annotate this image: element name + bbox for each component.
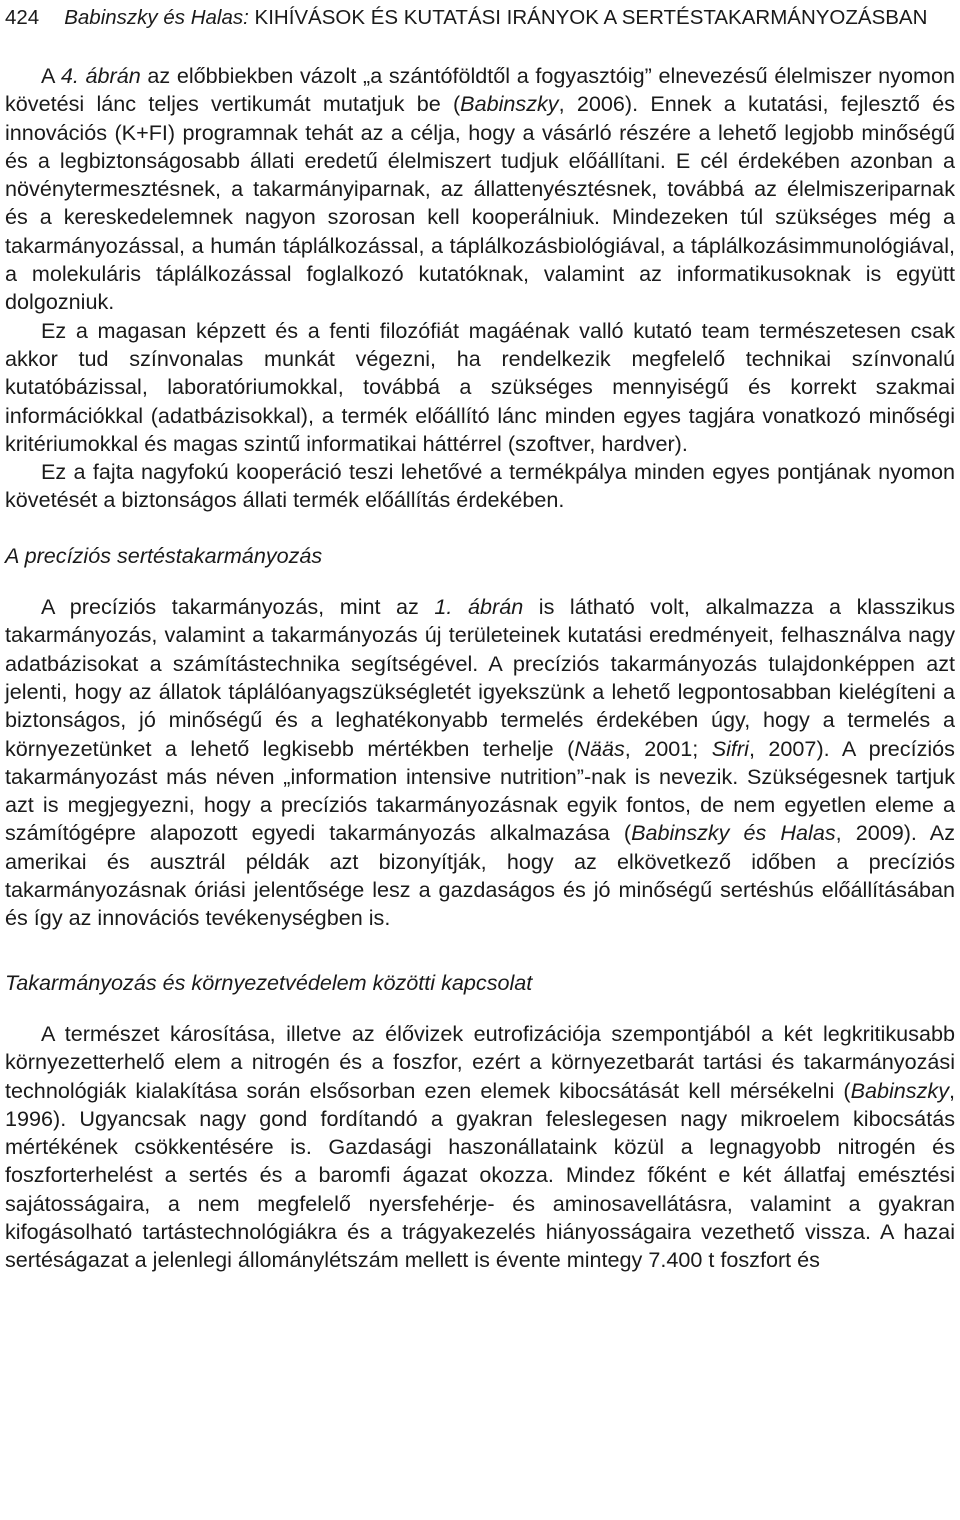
text-run: , 1996). Ugyancsak nagy gond fordítandó a gyakran feleslegesen nagy mikroelem kibocsátás mértékének csökkentésére is. Gazdasági haszonállataink közül a legnagyobb nitrogén és foszforterhelést a sertés és a baromfi ágazat okozza. Mindez főként e két állatfaj emésztési sajátosságaira, a nem megfelelő nyersfehérje- és aminosavellátásra, valamint a gyakran kifogásolható tartástechnológiákra és a trágyakezelés hiányosságaira vezethető vissza. A hazai sertéságazat a jelenlegi állománylétszám mellett is évente mintegy 7.400 t foszfort és (5, 1077, 955, 1273)
paragraph-1 (5, 62, 955, 317)
citation-author: Babinszky (850, 1077, 949, 1103)
citation-author: Babinszky és Halas (631, 820, 836, 846)
figure-reference: 1. ábrán (434, 594, 524, 620)
text-run: A természet károsítása, illetve az élővizek eutrofizációja szempontjából a két legkritikusabb környezetterhelő elem a nitrogén és a foszfor, ezért a környezetbarát tartási és takarmányozási technológiák kialakítása során elsősorban ezen elemek kibocsátását kell mérsékelni ( (5, 1020, 955, 1103)
text-run: is látható volt, alkalmazza a klasszikus takarmányozás, valamint a takarmányozás új területeinek kutatási eredményeit, felhasználva nagy adatbázisokat a számítástechnika segítségével. A precíziós takarmányozás tulajdonképpen azt jelenti, hogy az állatok táplálóanyagszükségletét igyekszünk a lehető legpontosabban kielégíteni a biztonságos, jó minőségű és a leghatékonyabb termelés érdekében úgy, hogy a termelés a környezetünket a lehető legkisebb mértékben terhelje ( (5, 594, 955, 761)
running-header (5, 2, 955, 34)
header-authors: Babinszky és Halas: (64, 6, 249, 29)
text-run: , 2007). A precíziós takarmányozást más néven „information intensive nutrition”-nak is nevezik. Szükségesnek tartjuk azt is megjegyezni, hogy a precíziós takarmányozásnak egyik fontos, de nem egyetlen eleme a számítógépre alapozott egyedi takarmányozás alkalmazása ( (5, 735, 955, 846)
page-number: 424 (5, 6, 40, 29)
paragraph-4 (5, 593, 955, 933)
text-run: , 2001; (624, 735, 712, 761)
text-run: A precíziós takarmányozás, mint az (41, 594, 435, 620)
text-run: A (41, 63, 61, 88)
citation-author: Sifri (711, 735, 749, 761)
paragraph-5 (5, 1020, 955, 1275)
figure-reference: 4. ábrán (60, 63, 141, 88)
citation-author: Nääs (574, 735, 625, 761)
citation-author: Babinszky (460, 91, 559, 117)
text-run: az előbbiekben vázolt „a szántóföldtől a fogyasztóig” elnevezésű élelmiszer nyomon követési lánc teljes vertikumát mutatjuk be ( (5, 63, 955, 117)
article-body (5, 62, 955, 1275)
section-title-precision-feeding: A precíziós sertéstakarmányozás (5, 542, 323, 568)
section-title-feeding-environment: Takarmányozás és környezetvédelem közötti kapcsolat (5, 969, 533, 995)
paragraph-3: Ez a fajta nagyfokú kooperáció teszi lehetővé a termékpálya minden egyes pontjának nyomon követését a biztonságos állati termék előállítás érdekében. (5, 459, 955, 513)
text-run: , 2009). Az amerikai és ausztrál példák azt bizonyítják, hogy az elkövetkező időben a precíziós takarmányozásnak óriási jelentősége lesz a gazdaságos és jó minőségű sertéshús előállításában és így az innovációs tevékenységben is. (5, 820, 955, 931)
text-run: , 2006). Ennek a kutatási, fejlesztő és innovációs (K+FI) programnak tehát az a célja, hogy a vásárló részére a lehető legjobb minőségű és a legbiztonságosabb állati eredetű élelmiszert tudjuk előállítani. E cél érdekében azonban a növénytermesztésnek, a takarmányiparnak, az állattenyésztésnek, továbbá az élelmiszeriparnak és a kereskedelemnek nagyon szorosan kell kooperálniuk. Mindezeken túl szükséges még a takarmányozással, a humán táplálkozással, a táplálkozásbiológiával, a táplálkozásimmunológiával, a molekuláris táplálkozással foglalkozó kutatóknak, valamint az informatikusoknak is együtt dolgozniuk. (5, 91, 956, 315)
header-title: KIHÍVÁSOK ÉS KUTATÁSI IRÁNYOK A SERTÉSTAKARMÁNYOZÁSBAN (254, 6, 928, 29)
paragraph-2: Ez a magasan képzett és a fenti filozófiát magáénak valló kutató team természetesen csak akkor tud színvonalas munkát végezni, ha rendelkezik megfelelő technikai színvonalú kutatóbázissal, laboratóriumokkal, továbbá a szükséges mennyiségű és korrekt szakmai információkkal (adatbázisokkal), a termék előállító lánc minden egyes tagjára vonatkozó minőségi kritériumokkal és magas szintű informatikai háttérrel (szoftver, hardver). (5, 317, 955, 456)
